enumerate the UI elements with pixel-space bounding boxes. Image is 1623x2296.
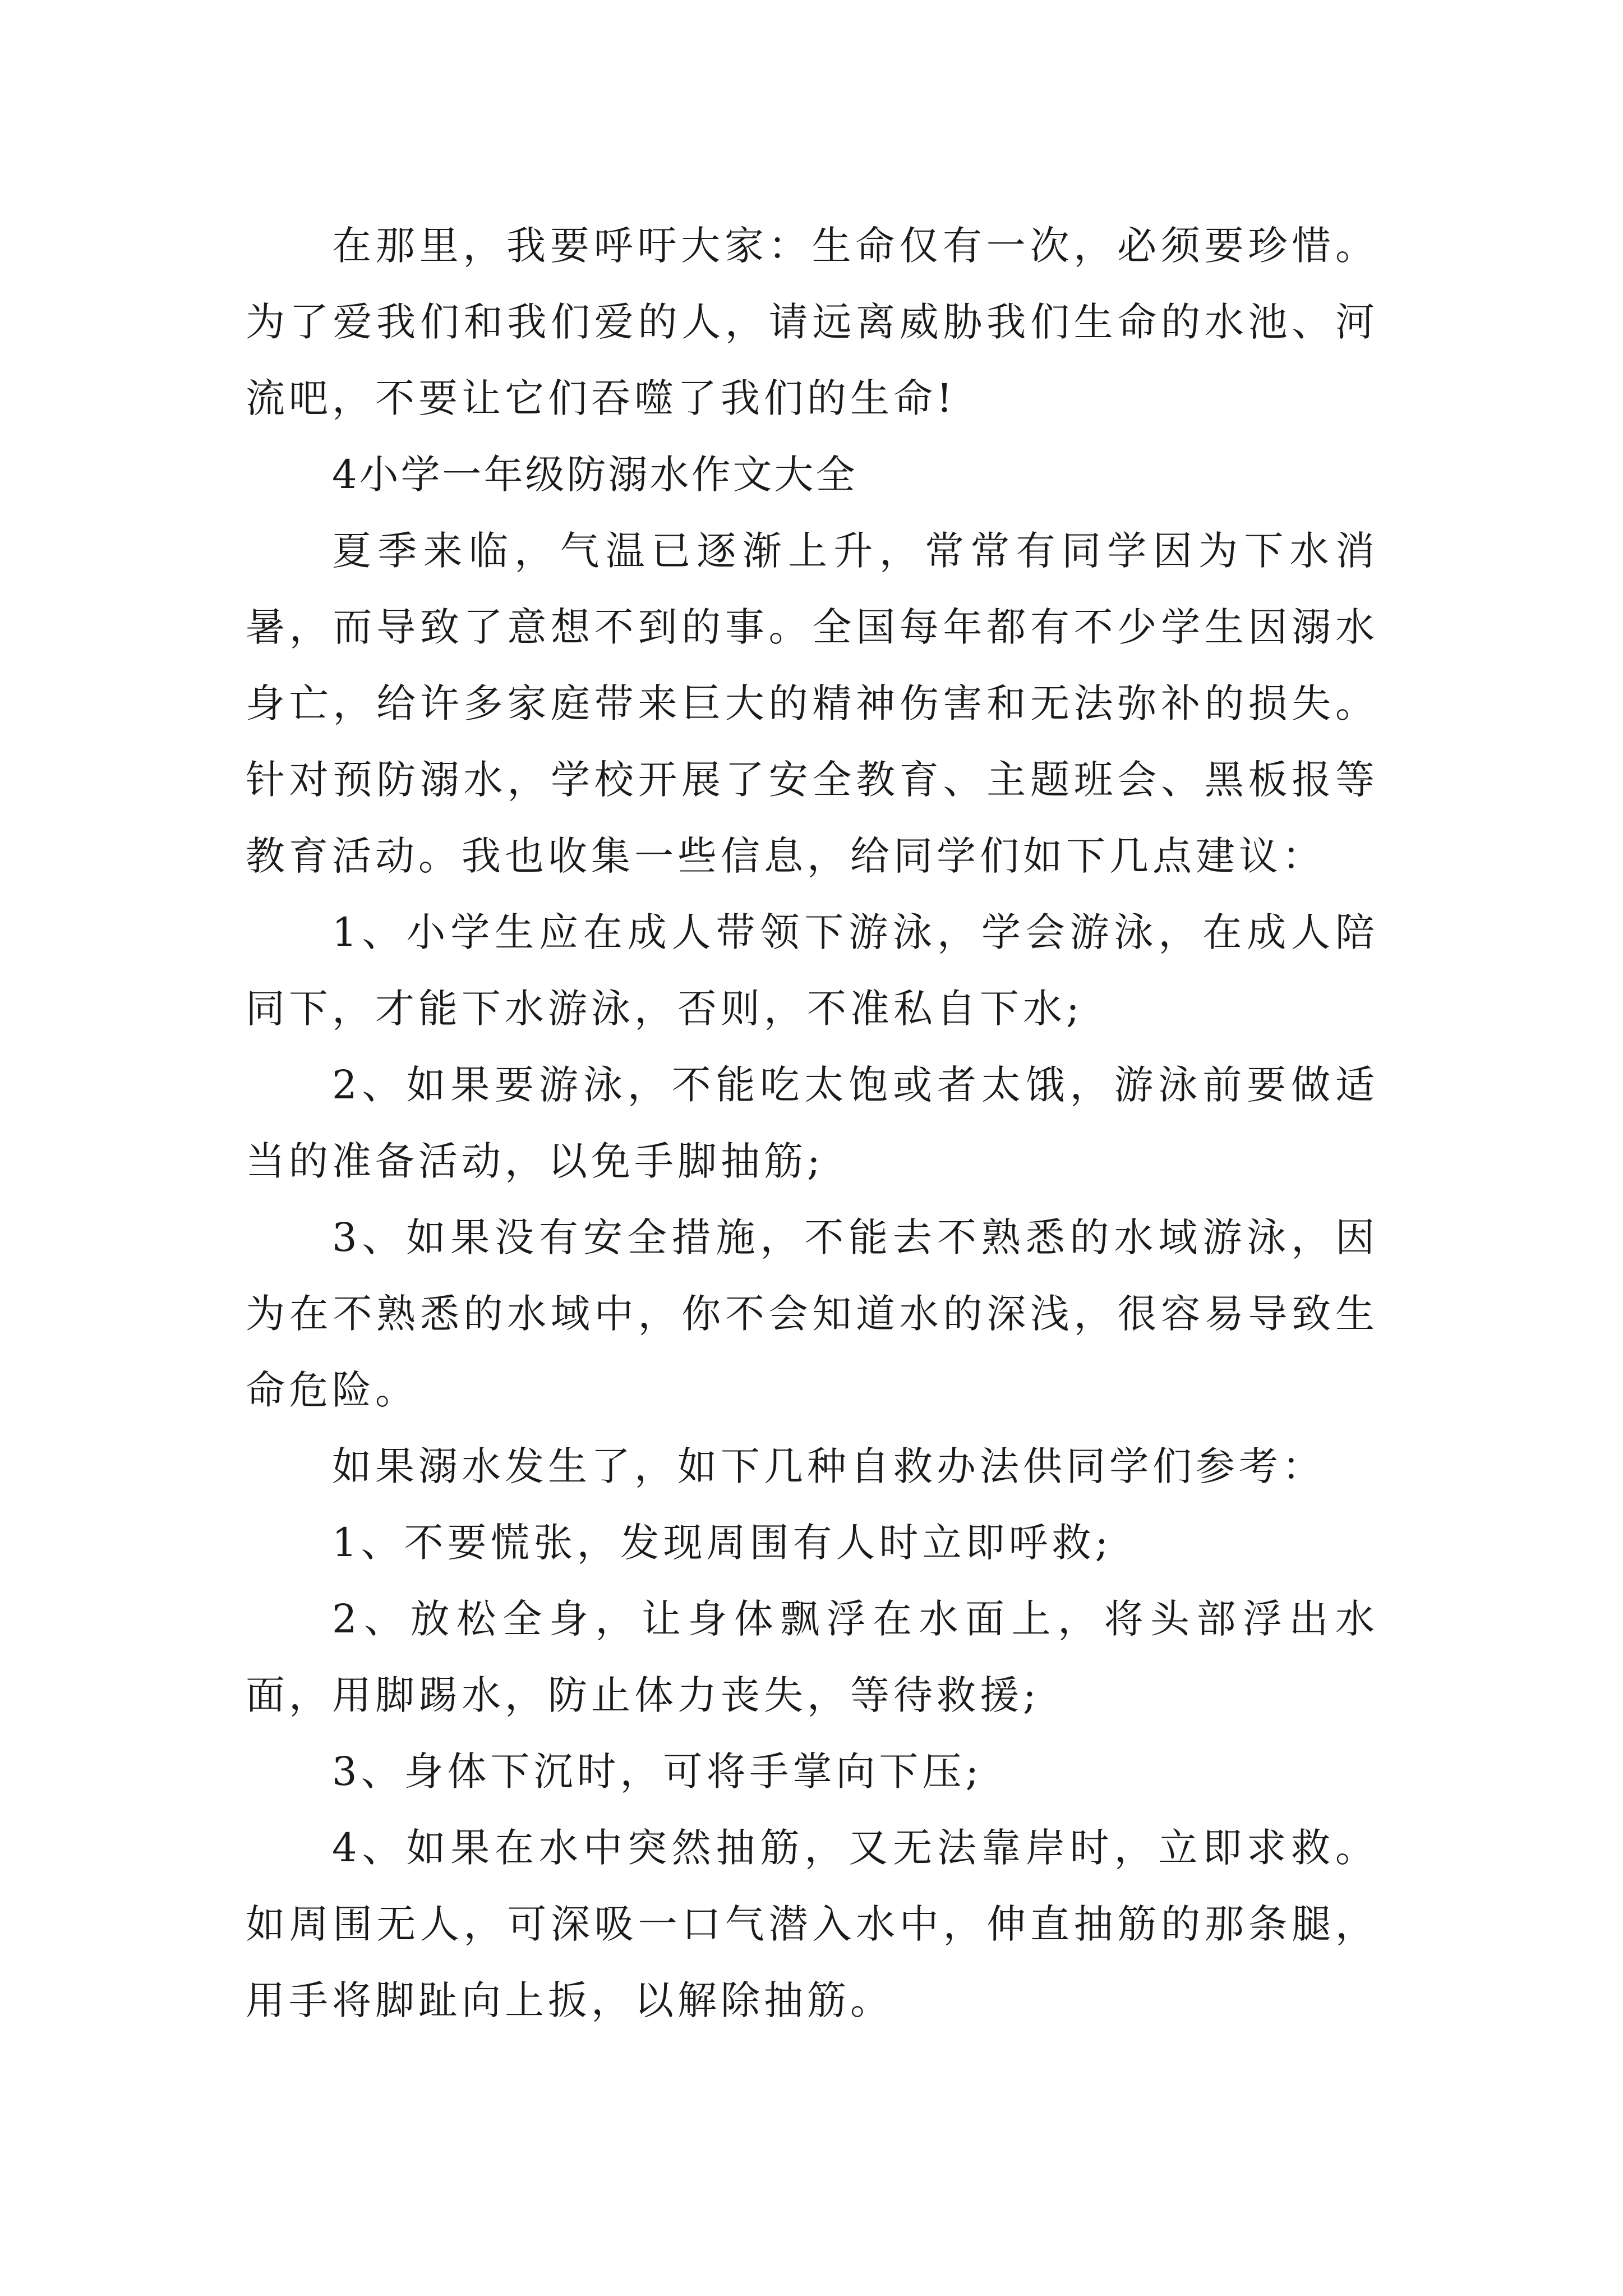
section-heading: 4小学一年级防溺水作文大全: [332, 452, 857, 498]
self-rescue-intro: 如果溺水发生了，如下几种自救办法供同学们参考：: [332, 1443, 1325, 1489]
advice-item-1: 1、小学生应在成人带领下游泳，学会游泳，在成人陪同下，才能下水游泳，否则，不准私自下水;: [246, 909, 1378, 1032]
document-body: [246, 208, 1378, 2039]
self-rescue-item-2: 2、放松全身，让身体飘浮在水面上，将头部浮出水面，用脚踢水，防止体力丧失，等待救援;: [246, 1596, 1378, 1718]
paragraph-intro: 夏季来临，气温已逐渐上升，常常有同学因为下水消暑，而导致了意想不到的事。全国每年都有不少学生因溺水身亡，给许多家庭带来巨大的精神伤害和无法弥补的损失。针对预防溺水，学校开展了安全教育、主题班会、黑板报等教育活动。我也收集一些信息，给同学们如下几点建议：: [246, 528, 1378, 879]
paragraph-cherish-life: 在那里，我要呼吁大家：生命仅有一次，必须要珍惜。为了爱我们和我们爱的人，请远离威胁我们生命的水池、河流吧，不要让它们吞噬了我们的生命!: [246, 223, 1378, 421]
advice-item-3: 3、如果没有安全措施，不能去不熟悉的水域游泳，因为在不熟悉的水域中，你不会知道水的深浅，很容易导致生命危险。: [246, 1214, 1378, 1413]
advice-item-2: 2、如果要游泳，不能吃太饱或者太饿，游泳前要做适当的准备活动，以免手脚抽筋;: [246, 1062, 1378, 1184]
self-rescue-item-3: 3、身体下沉时，可将手掌向下压;: [332, 1749, 983, 1795]
self-rescue-item-1: 1、不要慌张，发现周围有人时立即呼救;: [332, 1520, 1113, 1566]
self-rescue-item-4: 4、如果在水中突然抽筋，又无法靠岸时，立即求救。如周围无人，可深吸一口气潜入水中，伸直抽筋的那条腿，用手将脚趾向上扳，以解除抽筋。: [246, 1825, 1378, 2023]
